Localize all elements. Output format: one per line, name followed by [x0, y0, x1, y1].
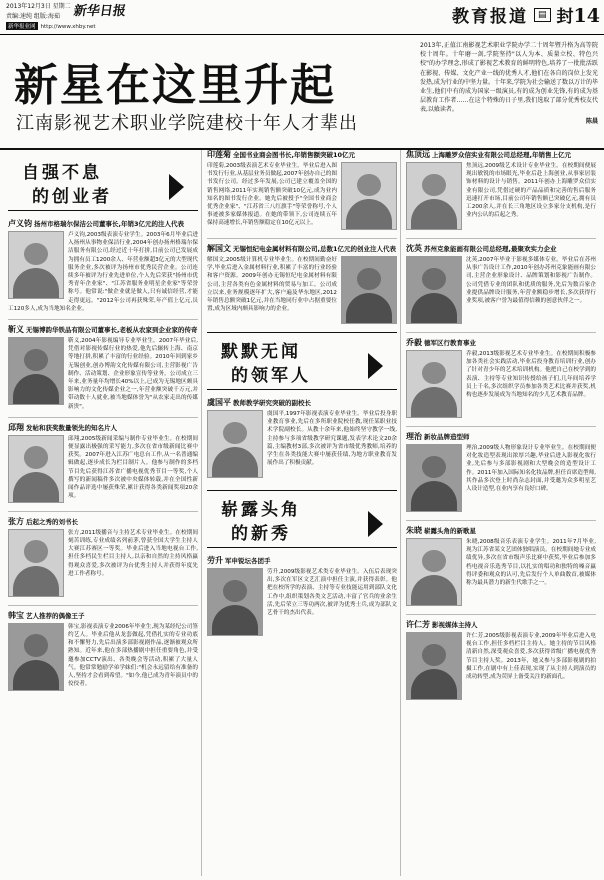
banner-line-1: 自强不息 [22, 163, 102, 183]
column-center [207, 150, 397, 644]
profile-card [406, 432, 596, 514]
portrait-photo [406, 256, 462, 324]
portrait-photo [406, 162, 462, 230]
profile-caption [8, 611, 198, 621]
masthead [0, 0, 604, 35]
portrait-photo [207, 568, 263, 636]
section-title: 教育报道 [452, 7, 529, 27]
profile-card [8, 517, 198, 599]
profile-name: 邱翔 [8, 422, 24, 432]
divider [8, 417, 198, 418]
divider [8, 605, 198, 606]
profile-card [207, 398, 397, 480]
profile-text: 理治,2009级人物形象设计专业毕业生。在校期间便对化妆造型表现出浓厚兴趣,毕业后进入影视化妆行业,先后参与多部影视剧和大型晚会的造型设计工作。2011年加入国际知名化妆品牌,担任首席造型师,其作品多次登上时尚杂志封面,并受邀为众多明星艺人设计造型,在业内享有良好口碑。 [466, 445, 596, 493]
page-label: 封 [556, 7, 574, 27]
page-subtitle: 江南影视艺术职业学院建校十年人才辈出 [16, 113, 358, 134]
newspaper-icon: ▤ [534, 8, 551, 22]
portrait-photo [406, 350, 462, 418]
profile-name: 沈英 [406, 244, 422, 253]
profile-title: 苏州克象能画有限公司总经理,最聚欢实力企业 [424, 245, 557, 253]
profile-caption [207, 244, 397, 254]
profile-caption [207, 556, 397, 566]
page-number: 14 [573, 5, 600, 27]
profile-name: 朱晓 [406, 526, 422, 535]
page-indicator [557, 2, 600, 27]
profile-text: 许仁芳,2005级影视表演专业,2009年毕业后进入电视台工作,担任多档栏目主持人。她主持的节目风格清新自然,深受观众喜爱,多次获得省级广播电视优秀节目主持人奖。2013年，她又参与多部影视剧的拍摄工作,在剧中有上佳表现,实现了从主持人到演员的成功转型,成为荧屏上备受关注的新面孔。 [466, 633, 596, 681]
divider [406, 332, 596, 333]
profile-caption [8, 517, 198, 527]
profile-card [207, 556, 397, 638]
banner-line-2: 的创业者 [32, 187, 112, 207]
divider [406, 426, 596, 427]
profile-text: 沈英,2007年毕业于影视多媒体专业。毕业后在苏州从事广告设计工作,2010年创办苏州克象能画有限公司,主营企业形象设计、品牌策划和影视广告制作。公司凭借专业的团队和优质的服务,先后为数百家企业提供品牌设计服务,年营业额稳步增长,多次获得行业奖项,被客户誉为最值得信赖的创意伙伴之一。 [466, 257, 596, 305]
profile-card [8, 423, 198, 505]
profile-caption [207, 150, 397, 160]
banner-line-1: 崭露头角 [221, 500, 301, 520]
profile-text: 劳升,2009级影视艺术类专业毕业生。入伍后表现突出,多次在军区文艺汇演中担任主演,并获得表彰。他把在校所学的表演、主持等专业技能运用到部队文化工作中,组织策划各类文艺活动,丰富了官兵的业余生活,先后荣立三等功两次,被评为优秀士兵,成为部队文艺骨干的杰出代表。 [267, 569, 397, 617]
profile-title: 上海雕罗众信实业有限公司总经理,年销售上亿元 [432, 151, 571, 159]
portrait-photo [8, 231, 64, 299]
profile-card [8, 611, 198, 693]
profile-title: 新妆品牌造型师 [424, 433, 470, 441]
profile-title: 后起之秀的刘书长 [26, 517, 78, 526]
divider [8, 511, 198, 512]
profile-card [406, 338, 596, 420]
profile-name: 卢义钧 [8, 219, 32, 228]
profile-text: 韩宝,影视表演专业2006年毕业生,现为某经纪公司签约艺人。毕业后他从龙套做起,凭借扎实的专业功底和不懈努力,先后出演多部影视剧作品,逐渐被观众所熟知。近年来,他在多部热播剧中担任重要角色,并受邀参加CCTV演出、各类晚会等活动,积累了大量人气。他常常勉励学弟学妹们:"机会永远留给有准备的人,坚持才会看到希望。"如今,他已成为青年演员中的佼佼者。 [68, 623, 198, 688]
profile-name: 理治 [406, 432, 422, 441]
portrait-photo [406, 444, 462, 512]
portrait-photo [341, 162, 397, 230]
profile-card [207, 244, 397, 326]
portrait-photo [207, 410, 263, 478]
profile-text: 邱翔,2005级新闻采编与制作专业毕业生。在校期间便显露出极强的采写能力,多次在省市级新闻比赛中获奖。2007年进入江苏广电总台工作,从一名普通编辑做起,逐步成长为栏目制片人。他参与制作的多档节目先后获得江苏省广播电视优秀节目一等奖,个人撰写的新闻稿件多次被中央媒体转载,并在全国性新闻作品评选中屡获殊荣,累计获得各类新闻奖项20余项。 [68, 435, 198, 500]
profile-title: 军申锐坛各团手 [225, 557, 271, 565]
profile-name: 解国文 [207, 244, 231, 253]
portrait-photo [8, 435, 64, 503]
portrait-photo [8, 623, 64, 691]
divider [406, 238, 596, 239]
profile-text: 朱晓,2008级音乐表演专业学生。2011年7月毕业,现为江苏省某文艺团体独唱演员。在校期间她专业成绩优异,多次在省市级声乐比赛中获奖,毕业后参加多档电视音乐选秀节目,以扎实的唱功和独特的嗓音赢得评委和观众的认可,先后发行个人单曲数首,被媒体称为最具潜力的新生代歌手之一。 [466, 539, 596, 587]
lead-paragraph [420, 41, 598, 126]
divider [406, 614, 596, 615]
banner-line-2: 的新秀 [231, 524, 291, 544]
masthead-editors: 责编:速纯 组版:海茹 [6, 13, 60, 20]
profile-caption [406, 244, 596, 254]
profile-name: 靳义 [8, 325, 24, 335]
profile-name: 劳升 [207, 556, 223, 565]
profile-card [8, 219, 198, 313]
masthead-left-info [6, 2, 71, 22]
profile-text: 卢义钧,2003级表演专业学生。2003年6月毕业后进入扬州从事物业保洁行业,2004年创办扬州格瑞尔保洁服务有限公司,经过近十年打拼,目前公司已发展成为拥有员工1200余人、年营业额超3亿元的大型现代服务企业,多次被评为扬州市优秀民营企业。公司连续多年被评为行业先进单位,个人先后荣获"扬州市优秀青年企业家"、"江苏省服务业明星企业家"等荣誉称号。他常说:"做企业就是做人,只有诚信经营,才能走得更远。"2012年公司再获殊荣,年产值上亿元,员工120多人,成为当地知名企业。 [8, 232, 198, 312]
profile-title: 影视媒体主持人 [432, 621, 478, 629]
right-arrow-icon [368, 353, 383, 379]
profile-caption [8, 219, 198, 229]
right-arrow-icon [169, 174, 184, 200]
divider [207, 238, 397, 239]
divider [406, 520, 596, 521]
profile-title: 扬州市格瑞尔保洁公司董事长,年销3亿元的注人代表 [34, 220, 184, 228]
profile-card [207, 150, 397, 232]
profile-name: 张方 [8, 516, 24, 526]
profile-text: 张方,2011级播音与主持艺术专业毕业生。在校期间刻苦训练,专业成绩名列前茅,曾获全国大学生主持人大赛江苏赛区一等奖。毕业后进入当地电视台工作,担任多档民生栏目主持人,以亲和自然的主持风格赢得观众喜爱,多次被评为台优秀主持人并获得年度先进工作者称号。 [68, 529, 198, 577]
profile-name: 印莲菊 [207, 150, 231, 159]
page-title: 新星在这里升起 [14, 60, 336, 111]
profile-card [8, 325, 198, 411]
section-banner-3 [207, 490, 397, 548]
section-banner-1 [8, 154, 198, 211]
profile-text: 靳义,2004年影视编导专业毕业生。2007年毕业后,凭借对影视传媒行业的热爱,他先后辗转上海、南京等地打拼,积累了丰富的行业经验。2010年回到家乡无锡创业,创办博韵文化传媒有限公司,主营影视广告制作、活动策划、企业形象宣传等业务。公司成立三年来,业务量年均增长40%以上,已成为无锡地区颇具影响力的文化传媒企业之一,年营业额突破千万元,并带动数十人就业,被当地媒体誉为"从农家走出的传媒新贵"。 [68, 338, 198, 410]
profile-card [406, 150, 596, 232]
profile-title: 教师教学研究突破的副校长 [233, 399, 311, 407]
right-arrow-icon [368, 511, 383, 537]
profile-caption [406, 526, 596, 536]
profile-card [406, 526, 596, 608]
profile-text: 印莲菊,2003级表演艺术专业毕业生。毕业后进入图书发行行业,从基层业务员做起,2007年创办自己的图书发行公司。经过多年发展,公司已建立覆盖全国的销售网络,2011年实现销售额突破10亿元,成为业内知名的图书发行企业。她先后被授予"全国书业商会优秀企业家"、"江苏省三八红旗手"等荣誉称号,个人事迹被多家媒体报道。在她的带领下,公司连续五年保持高速增长,年销售额稳定在10亿元以上。 [207, 163, 337, 227]
profile-name: 许仁芳 [406, 620, 430, 629]
banner-line-2: 的领军人 [231, 366, 311, 386]
headline-band [0, 35, 604, 150]
profile-title: 全国书业商会图书长,年销售额突破10亿元 [233, 151, 356, 159]
profile-text: 焦顶远,2009级艺术设计专业毕业生。在校期间便展现出敏锐的市场眼光,毕业后赴上海创业,从事家居装饰材料的设计与销售。2011年创办上海雕罗众信实业有限公司,凭借过硬的产品品质和完善的售后服务迅速打开市场,目前公司年销售额已突破亿元,拥有员工200余人,并在长三角地区设立多家分支机构,是行业内公认的后起之秀。 [466, 163, 596, 219]
profile-text: 虞国平,1997年影视表演专业毕业生。毕业后投身职业教育事业,先后在多所职业院校任教,现任某职业技术学院副校长。从教十余年来,他始终坚守教学一线,主持参与多项省级教学研究课题,发表学术论文20余篇,主编教材3部,多次被评为省市级优秀教师,培养的学生在各类技能大赛中屡获佳绩,为地方职业教育发展作出了积极贡献。 [267, 411, 397, 467]
profile-card [406, 244, 596, 326]
masthead-paper-name: 新华日报 [72, 4, 127, 19]
profile-caption [406, 338, 596, 348]
profile-caption [406, 432, 596, 442]
profile-name: 焦顶远 [406, 150, 430, 159]
profile-title: 无锡恒纪电金属材料有限公司,总数1亿元的创业注人代表 [233, 245, 396, 253]
column-right [406, 150, 596, 708]
profile-caption [8, 325, 198, 335]
profile-name: 韩宝 [8, 610, 24, 620]
profile-text: 解国文,2005级计算机专业毕业生。在校期间勤奋好学,毕业后进入金属材料行业,积累了丰富的行业经验和客户资源。2009年创办无锡恒纪电金属材料有限公司,主营各类有色金属材料的贸易与加工。公司成立以来,业务规模逐年扩大,客户遍及华东地区,2012年销售总额突破1亿元,并在当地同行业中占据重要位置,成为区域内颇具影响力的企业。 [207, 257, 337, 313]
masthead-url-text[interactable]: http://www.xhby.net [40, 24, 96, 30]
portrait-photo [8, 337, 64, 405]
profile-title: 艺人推荐的偶像王子 [26, 611, 85, 620]
masthead-right [452, 2, 600, 27]
lead-signature: 陈晨 [585, 117, 598, 125]
masthead-date: 2013年12月3日 星期二 [6, 3, 71, 10]
portrait-photo [406, 632, 462, 700]
profile-title: 崭露头角的新歌星 [424, 527, 476, 535]
portrait-photo [341, 256, 397, 324]
profile-title: 德军区行教育事业 [424, 339, 476, 347]
masthead-url [6, 22, 96, 30]
section-banner-2 [207, 332, 397, 390]
banner-line-1: 默默无闻 [221, 342, 301, 362]
profile-card [406, 620, 596, 702]
divider [8, 319, 198, 320]
portrait-photo [406, 538, 462, 606]
masthead-url-bar[interactable]: 新华报业网 [8, 24, 36, 30]
profile-caption [207, 398, 397, 408]
profile-title: 无锡博韵华铁品有限公司董事长,老板从农家到企业家的传奇 [26, 326, 198, 335]
column-divider-2 [400, 150, 401, 876]
profile-caption [8, 423, 198, 433]
column-left [8, 150, 198, 699]
profile-name: 乔毅 [406, 338, 422, 347]
column-divider-1 [201, 150, 202, 876]
lead-text: 2013年,正值江南影视艺术职业学院办学二十周年暨升格为高等院校十周年。十年磨一剑,学院坚持"以人为本、质量立校、特色兴校"的办学理念,形成了影视艺术教育的鲜明特色,培养了一批批活跃在影视、传媒、文化产业一线的优秀人才,他们在各自的岗位上发光发热,成为行业的中坚力量。十年来,学院为社会输送了数以万计的毕业生,他们中有的成为国家一级演员,有的成为创业先锋,有的成为基层教育工作者……在这个特殊的日子里,我们选取了部分优秀校友代表,以飨读者。 [420, 42, 598, 114]
profile-caption [406, 150, 596, 160]
profile-caption [406, 620, 596, 630]
profile-name: 虞国平 [207, 398, 231, 407]
profile-text: 乔毅,2013级影视艺术专业毕业生。在校期间积极参加各类社会实践活动,毕业后投身教育培训行业,创办了针对青少年的艺术培训机构。他把自己在校学到的表演、主持等专业知识传授给孩子们,几年间培养学员上千名,多次组织学员参加各类艺术比赛并获奖,机构也逐步发展成为当地知名的少儿艺术教育品牌。 [466, 351, 596, 399]
profile-title: 发帖和获奖数量领先的知名片人 [26, 423, 117, 432]
portrait-photo [8, 529, 64, 597]
